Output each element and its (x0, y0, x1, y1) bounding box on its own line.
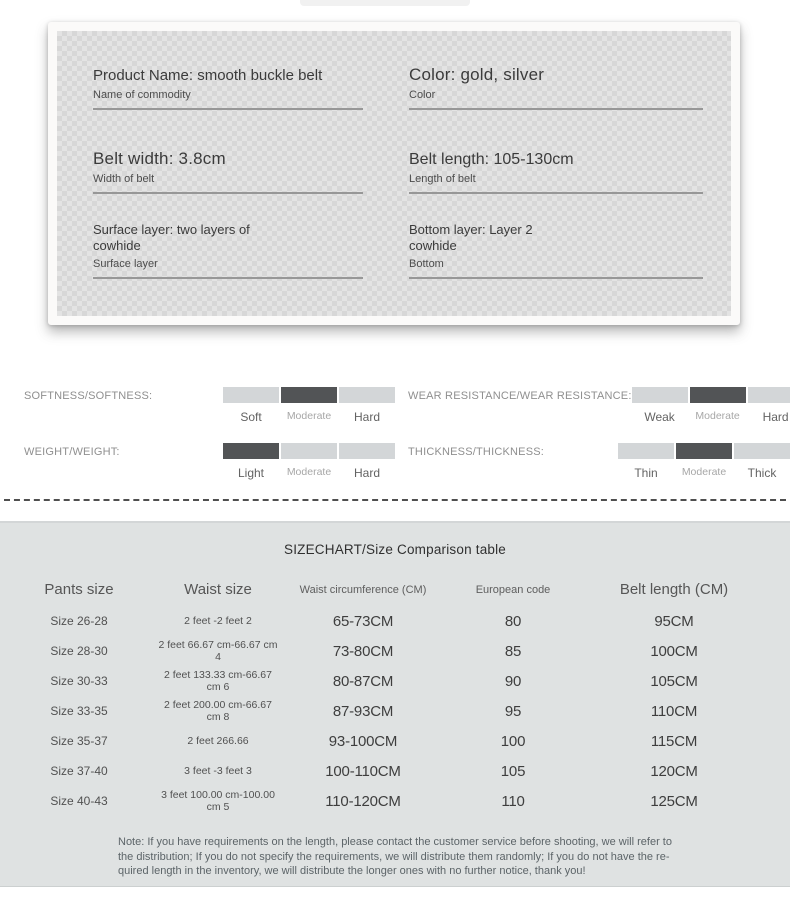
cell-pants-size: Size 28-30 (50, 644, 108, 658)
column-header: Waist size (184, 581, 252, 598)
tick-label: Moderate (286, 466, 332, 478)
cell-belt-length: 115CM (650, 732, 698, 750)
top-artifact (300, 0, 470, 6)
cell-waist-size: 2 feet 200.00 cm-66.67 cm 8 (164, 699, 272, 723)
table-row (0, 756, 790, 786)
scale-bar (618, 443, 790, 459)
spec-subtitle: Name of commodity (93, 89, 191, 101)
scale-label: WEAR RESISTANCE/WEAR RESISTANCE: (408, 390, 632, 402)
scale-bar (223, 443, 395, 459)
cell-waist-circumference: 100-110CM (325, 762, 401, 780)
cell-european-code: 105 (500, 762, 526, 780)
cell-waist-circumference: 110-120CM (325, 792, 401, 810)
spec-subtitle: Surface layer (93, 258, 158, 270)
scale-segment (676, 443, 732, 459)
scale-segment (618, 443, 674, 459)
scale-bar (632, 387, 790, 403)
scale-bar (223, 387, 395, 403)
cell-pants-size: Size 33-35 (50, 704, 108, 718)
divider-line (93, 277, 363, 279)
spec-title: Belt width: 3.8cm (93, 148, 226, 168)
spec-title: Color: gold, silver (409, 64, 545, 84)
scale-bar-block (618, 443, 790, 480)
attribute-scales (0, 387, 790, 480)
spec-subtitle: Color (409, 89, 436, 101)
scale-weight (0, 443, 395, 480)
product-spec-card (48, 22, 740, 325)
scale-softness (0, 387, 395, 424)
scale-thickness (395, 443, 790, 480)
tick-label: Hard (353, 410, 380, 424)
scale-bar-block (223, 443, 395, 480)
cell-pants-size: Size 30-33 (50, 674, 108, 688)
spec-cell-surface-layer (57, 194, 397, 279)
cell-pants-size: Size 26-28 (50, 614, 108, 628)
cell-european-code: 85 (504, 642, 522, 660)
cell-pants-size: Size 40-43 (50, 794, 108, 808)
table-row (0, 606, 790, 636)
scale-segment (281, 387, 337, 403)
spec-cell-product-name (57, 59, 397, 110)
scale-ticks (632, 410, 790, 424)
note-line: the distribution; If you do not specify the requirements, we will distribute them randomly; If you do not have the re- (118, 850, 670, 863)
dashed-divider (4, 499, 786, 501)
cell-belt-length: 120CM (650, 762, 698, 780)
cell-waist-circumference: 80-87CM (332, 672, 394, 690)
spec-subtitle: Width of belt (93, 173, 155, 185)
spec-title: Bottom layer: Layer 2 cowhide (409, 222, 533, 253)
cell-waist-size: 3 feet 100.00 cm-100.00 cm 5 (161, 789, 275, 813)
cell-waist-size: 3 feet -3 feet 3 (184, 765, 252, 777)
column-header: Waist circumference (CM) (299, 583, 427, 596)
spec-cell-color (397, 59, 731, 110)
cell-european-code: 80 (504, 612, 522, 630)
size-chart-title: SIZECHART/Size Comparison table (283, 542, 507, 557)
tick-label: Soft (240, 410, 262, 424)
scales-row-2 (0, 443, 790, 480)
cell-belt-length: 100CM (650, 642, 698, 660)
tick-label: Thick (747, 466, 777, 480)
tick-label: Thin (634, 466, 658, 480)
tick-label: Hard (762, 410, 789, 424)
cell-european-code: 90 (504, 672, 522, 690)
spec-title: Belt length: 105-130cm (409, 150, 574, 168)
divider-line (409, 277, 703, 279)
scale-ticks (618, 466, 790, 480)
spec-title: Product Name: smooth buckle belt (93, 67, 323, 84)
note-line: Note: If you have requirements on the length, please contact the customer service before shooting, we will refer to (118, 836, 672, 848)
cell-european-code: 110 (501, 792, 525, 810)
size-chart-note (118, 835, 678, 879)
note-line: quired length in the inventory, we will distribute the longer ones with no further notice, thank you! (118, 865, 586, 877)
cell-waist-size: 2 feet -2 feet 2 (184, 615, 252, 627)
column-header: European code (475, 583, 551, 596)
scale-segment (690, 387, 746, 403)
spec-grid (57, 31, 731, 279)
table-row (0, 726, 790, 756)
cell-waist-circumference: 93-100CM (328, 732, 398, 750)
scale-segment (632, 387, 688, 403)
table-row (0, 636, 790, 666)
tick-label: Moderate (286, 410, 332, 422)
size-chart-header (0, 581, 790, 598)
scale-bar-block (223, 387, 395, 424)
column-header: Belt length (CM) (619, 581, 729, 598)
spec-cell-belt-length (397, 110, 731, 194)
scale-ticks (223, 466, 395, 480)
spec-subtitle: Length of belt (409, 173, 476, 185)
size-chart-rows (0, 606, 790, 816)
cell-waist-circumference: 87-93CM (332, 702, 394, 720)
cell-pants-size: Size 35-37 (50, 734, 108, 748)
spec-subtitle: Bottom (409, 258, 444, 270)
scale-segment (748, 387, 790, 403)
cell-waist-size: 2 feet 266.66 (187, 735, 249, 747)
scale-bar-block (632, 387, 790, 424)
size-chart-section (0, 521, 790, 887)
cell-waist-circumference: 65-73CM (332, 612, 394, 630)
scale-segment (339, 443, 395, 459)
scales-row-1 (0, 387, 790, 424)
cell-belt-length: 105CM (650, 672, 698, 690)
column-header: Pants size (44, 581, 114, 598)
spec-cell-bottom-layer (397, 194, 731, 279)
table-row (0, 696, 790, 726)
scale-segment (339, 387, 395, 403)
scale-ticks (223, 410, 395, 424)
scale-label: SOFTNESS/SOFTNESS: (24, 390, 153, 402)
cell-belt-length: 110CM (650, 702, 698, 720)
tick-label: Light (237, 466, 265, 480)
spec-cell-belt-width (57, 110, 397, 194)
cell-pants-size: Size 37-40 (50, 764, 108, 778)
tick-label: Moderate (681, 466, 727, 478)
scale-segment (223, 443, 279, 459)
cell-european-code: 95 (504, 702, 522, 720)
scale-segment (281, 443, 337, 459)
spec-title: Surface layer: two layers of cowhide (93, 222, 250, 253)
scale-wear-resistance (395, 387, 790, 424)
scale-segment (223, 387, 279, 403)
tick-label: Hard (353, 466, 380, 480)
scale-label: THICKNESS/THICKNESS: (408, 446, 545, 458)
table-row (0, 786, 790, 816)
table-row (0, 666, 790, 696)
cell-belt-length: 125CM (650, 792, 698, 810)
scale-segment (734, 443, 790, 459)
tick-label: Moderate (695, 410, 740, 422)
tick-label: Weak (644, 410, 675, 424)
cell-european-code: 100 (500, 732, 526, 750)
cell-waist-circumference: 73-80CM (332, 642, 394, 660)
cell-waist-size: 2 feet 66.67 cm-66.67 cm 4 (158, 639, 278, 663)
scale-label: WEIGHT/WEIGHT: (24, 446, 120, 458)
cell-waist-size: 2 feet 133.33 cm-66.67 cm 6 (164, 669, 272, 693)
cell-belt-length: 95CM (654, 612, 694, 630)
